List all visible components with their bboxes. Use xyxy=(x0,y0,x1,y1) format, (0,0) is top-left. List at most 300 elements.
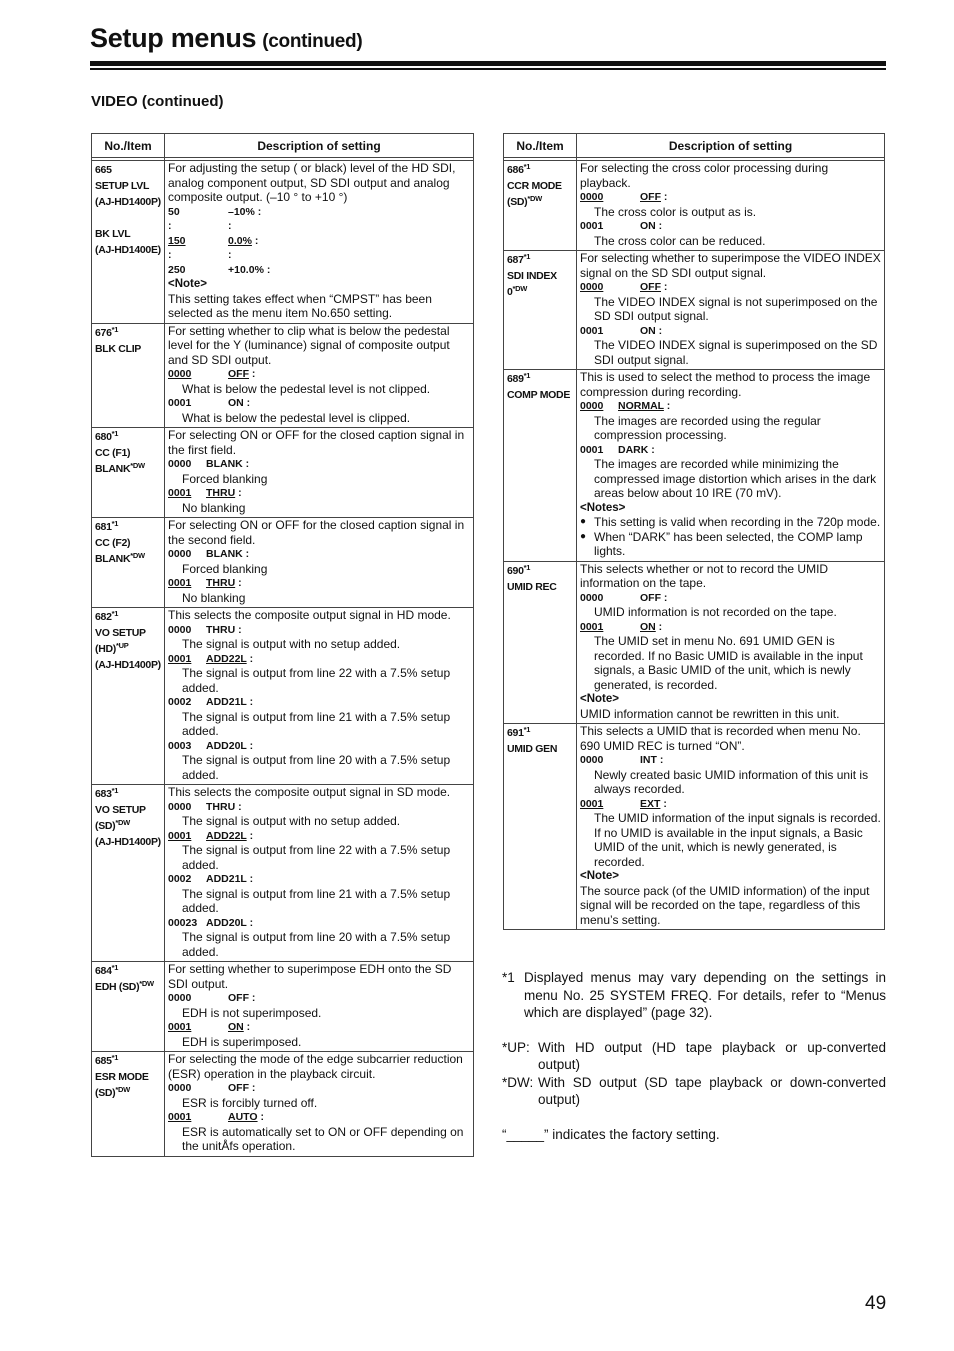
setting-value: EXT xyxy=(640,797,661,810)
setting-value-line xyxy=(168,457,470,472)
colon: : xyxy=(235,800,242,813)
setting-explanation: ESR is forcibly turned off. xyxy=(182,1095,318,1110)
setting-value-line xyxy=(168,1020,470,1035)
item-line-text: BLANK xyxy=(95,463,131,475)
colon: : xyxy=(263,263,271,276)
item-line xyxy=(507,268,574,284)
setting-value: DARK xyxy=(618,443,649,456)
setting-description xyxy=(577,161,884,250)
setting-explanation: The signal is output from line 22 with a 7.5% setup added. xyxy=(182,666,451,695)
item-cell xyxy=(504,724,577,930)
item-line-text: EDH (SD) xyxy=(95,981,140,993)
setting-value-line xyxy=(580,443,881,458)
item-line xyxy=(507,252,574,268)
item-line-text: 682 xyxy=(95,611,112,623)
item-line xyxy=(95,535,162,551)
page-header xyxy=(90,22,886,58)
item-line-superscript: *DW xyxy=(527,194,542,203)
item-line xyxy=(95,445,162,461)
colon: : xyxy=(655,324,663,337)
setting-explanation: Forced blanking xyxy=(182,561,268,576)
menu-item-id xyxy=(92,518,164,567)
item-line xyxy=(95,786,162,802)
colon: : xyxy=(661,191,668,203)
setting-code: 0001 xyxy=(168,1021,192,1033)
setting-description xyxy=(165,518,473,607)
item-cell xyxy=(92,323,165,428)
setting-code: 0000 xyxy=(580,191,604,203)
setting-code: 0000 xyxy=(168,548,192,560)
description-cell xyxy=(165,962,474,1052)
setting-value: OFF xyxy=(228,1082,249,1094)
table-row xyxy=(92,518,474,608)
item-line-text: 676 xyxy=(95,326,112,339)
setting-value-line xyxy=(580,324,881,339)
menu-item-id xyxy=(92,161,164,258)
setting-value: INT xyxy=(640,754,657,766)
settings-table-right xyxy=(503,133,885,930)
item-line-text: BLANK xyxy=(95,553,131,565)
note-heading: <Note> xyxy=(168,278,207,290)
description-cell xyxy=(165,161,474,324)
setting-value-line xyxy=(168,800,470,815)
table-row xyxy=(92,428,474,518)
colon: : xyxy=(656,754,664,766)
item-line-text: CC (F1) xyxy=(95,447,131,459)
setting-explanation: EDH is superimposed. xyxy=(182,1034,302,1049)
footnote-tag: *DW: xyxy=(502,1074,534,1090)
item-line xyxy=(95,325,162,341)
footnote-1 xyxy=(502,969,886,1022)
setting-code: 0000 xyxy=(580,754,604,766)
setting-value-line xyxy=(168,1110,470,1125)
setting-value-line xyxy=(580,190,881,205)
description-text: For setting whether to clip what is below the pedestal level for the Y (luminance) signal of composite output and SD SDI output. xyxy=(168,323,450,367)
setting-explanation: The cross color can be reduced. xyxy=(594,233,766,248)
description-text: This selects a UMID that is recorded when menu No. 690 UMID REC is turned “ON”. xyxy=(580,724,861,753)
setting-explanation: The images are recorded using the regular compression processing. xyxy=(594,413,821,442)
table-row xyxy=(92,1052,474,1157)
setting-value: ON xyxy=(640,324,656,337)
item-line-superscript: *1 xyxy=(111,963,119,972)
setting-code: 250 xyxy=(168,263,186,276)
note-heading: <Note> xyxy=(580,870,619,882)
colon: : xyxy=(243,397,251,409)
setting-value-line xyxy=(168,1081,470,1096)
description-text: This selects whether or not to record the UMID information on the tape. xyxy=(580,561,829,590)
setting-value-line xyxy=(580,797,881,812)
setting-code: 0001 xyxy=(168,652,192,665)
setting-code: 0000 xyxy=(168,458,192,470)
setting-value: AUTO xyxy=(228,1111,258,1123)
item-line-superscript: *1 xyxy=(523,562,531,572)
setting-value: ADD21L xyxy=(206,696,247,708)
colon: : xyxy=(249,368,256,380)
settings-rows-left xyxy=(92,158,474,1157)
menu-item-id xyxy=(504,562,576,595)
item-line xyxy=(95,609,162,625)
menu-item-id xyxy=(504,370,576,403)
item-line-text: (AJ-HD1400E) xyxy=(95,244,161,256)
setting-explanation: The signal is output from line 21 with a 7.5% setup added. xyxy=(182,886,451,915)
note-bullet: ● When “DARK” has been selected, the COMP lamp lights. xyxy=(580,530,881,559)
note-heading: <Notes> xyxy=(580,501,626,514)
setting-explanation: The signal is output from line 22 with a 7.5% setup added. xyxy=(182,843,451,872)
setting-value: ON xyxy=(228,1021,244,1033)
footnotes xyxy=(502,969,886,1143)
setting-value-line xyxy=(168,205,470,220)
item-line xyxy=(95,625,162,641)
item-line-superscript: *1 xyxy=(111,786,119,795)
item-line-superscript: *DW xyxy=(115,1085,130,1094)
item-line xyxy=(507,178,574,194)
item-line xyxy=(95,226,162,242)
setting-explanation: The signal is output from line 20 with a 7.5% setup added. xyxy=(182,930,451,959)
item-line-text: VO SETUP xyxy=(95,804,146,816)
colon: : xyxy=(246,873,254,885)
setting-code: : xyxy=(168,249,172,261)
setting-value: OFF xyxy=(228,992,249,1004)
colon: : xyxy=(246,696,254,708)
item-line-text: (AJ-HD1400P) xyxy=(95,196,161,208)
item-line-text: 681 xyxy=(95,521,112,533)
colon: : xyxy=(655,220,663,232)
setting-explanation: The UMID set in menu No. 691 UMID GEN is recorded. If no Basic UMID is available in the input signals, a Basic UMID of the unit, which is newly generated, is recorded. xyxy=(594,634,863,692)
description-cell xyxy=(165,518,474,608)
setting-value-line xyxy=(168,219,470,234)
item-line xyxy=(95,963,162,979)
setting-code: : xyxy=(168,220,172,232)
item-cell xyxy=(92,608,165,785)
item-line-superscript: *1 xyxy=(111,609,119,618)
setting-value: THRU xyxy=(206,623,236,636)
item-line-text: UMID GEN xyxy=(507,743,558,755)
setting-explanation: What is below the pedestal level is clipped. xyxy=(182,410,411,425)
item-line xyxy=(95,162,162,178)
item-line-text: 690 xyxy=(507,564,524,577)
page-title: Setup menus (continued) xyxy=(90,23,363,53)
setting-code: 00023 xyxy=(168,916,198,929)
setting-code: 0000 xyxy=(580,400,604,412)
setting-value: 0.0% xyxy=(228,234,252,247)
description-text: For adjusting the setup ( or black) level of the HD SDI, analog component output, SD SDI output and analog composite output. (–10 ° to +10 °) xyxy=(168,161,456,204)
setting-value: THRU xyxy=(206,577,236,589)
setting-value: OFF xyxy=(640,591,661,604)
description-text: For setting whether to superimpose EDH onto the SD SDI output. xyxy=(168,962,452,991)
setting-value: ADD20L xyxy=(206,916,247,929)
setting-code: 0001 xyxy=(580,324,604,337)
colon: : xyxy=(246,916,254,929)
item-line-text: BK LVL xyxy=(95,228,131,240)
colon: : xyxy=(254,205,262,218)
item-line-text: UMID REC xyxy=(507,580,557,593)
item-line-text: SDI INDEX xyxy=(507,270,557,282)
menu-item-id xyxy=(92,1052,164,1101)
setting-description xyxy=(165,1052,473,1156)
table-row xyxy=(504,251,885,370)
item-line xyxy=(95,519,162,535)
item-line-text: (AJ-HD1400P) xyxy=(95,659,161,671)
table-row xyxy=(92,608,474,785)
item-cell xyxy=(92,518,165,608)
description-cell xyxy=(165,608,474,785)
item-line xyxy=(95,341,162,357)
item-cell xyxy=(504,370,577,562)
setting-code: 0000 xyxy=(168,800,192,813)
item-cell xyxy=(92,785,165,962)
setting-value: THRU xyxy=(206,487,236,499)
item-line-superscript: *1 xyxy=(523,725,531,734)
colon: : xyxy=(242,548,250,560)
item-line xyxy=(95,641,162,657)
setting-code: 0000 xyxy=(168,1082,192,1094)
item-line-text: (HD) xyxy=(95,643,116,655)
setting-explanation: The signal is output with no setup added. xyxy=(182,637,401,651)
setting-code: 0000 xyxy=(580,281,604,293)
colon: : xyxy=(661,591,668,604)
setting-value: +10.0% xyxy=(228,263,264,276)
item-line xyxy=(95,551,162,567)
item-line-superscript: *DW xyxy=(130,461,145,470)
setting-value-line xyxy=(168,829,470,844)
column-header-description: Description of setting xyxy=(577,134,885,158)
colon: : xyxy=(663,400,671,412)
footnote-up xyxy=(502,1039,886,1074)
setting-value: OFF xyxy=(640,191,661,203)
menu-item-id xyxy=(92,962,164,995)
colon: : xyxy=(235,487,242,499)
setting-description xyxy=(577,724,884,929)
setting-description xyxy=(577,562,884,724)
column-header-description: Description of setting xyxy=(165,134,474,158)
setting-code: 50 xyxy=(168,205,180,218)
description-cell xyxy=(577,370,885,562)
menu-item-id xyxy=(92,608,164,673)
note-bullet: ● This setting is valid when recording in the 720p mode. xyxy=(580,515,881,530)
column-header-item: No./Item xyxy=(92,134,165,158)
item-line xyxy=(95,657,162,673)
setting-value: ADD21L xyxy=(206,873,247,885)
setting-explanation: The UMID information of the input signals is recorded. If no UMID is available in the input signals, a Basic UMID of the unit, which is newly generated, is recorded. xyxy=(594,811,881,869)
item-line-text: 687 xyxy=(507,254,524,266)
item-cell xyxy=(92,1052,165,1157)
description-cell xyxy=(165,323,474,428)
spacer xyxy=(95,210,162,226)
setting-value-line xyxy=(168,248,470,263)
setting-value-line xyxy=(580,399,881,414)
description-text: This selects the composite output signal in SD mode. xyxy=(168,785,451,799)
description-cell xyxy=(165,1052,474,1157)
setting-value: ON xyxy=(640,620,656,633)
description-cell xyxy=(577,561,885,724)
factory-setting-note: “_____” indicates the factory setting. xyxy=(502,1126,720,1142)
setting-explanation: ESR is automatically set to ON or OFF depending on the unitÅfs operation. xyxy=(182,1124,464,1153)
table-row xyxy=(92,323,474,428)
header-rule-thin xyxy=(90,68,886,70)
table-row xyxy=(92,785,474,962)
setting-code: 150 xyxy=(168,234,186,247)
item-cell xyxy=(504,161,577,251)
colon: : xyxy=(246,652,254,665)
item-line-text: (AJ-HD1400P) xyxy=(95,836,161,848)
item-line-text: 0 xyxy=(507,286,513,298)
setting-explanation: No blanking xyxy=(182,500,246,515)
setting-value: : xyxy=(228,220,232,232)
footnote-text: With SD output (SD tape playback or down-converted output) xyxy=(538,1074,886,1107)
setting-value-line xyxy=(168,234,470,249)
settings-rows-right xyxy=(504,158,885,930)
table-row xyxy=(504,724,885,930)
table-row xyxy=(92,962,474,1052)
description-text: This setting takes effect when “CMPST” has been selected as the menu item No.650 setting. xyxy=(168,291,432,320)
item-line xyxy=(507,579,574,595)
item-line-text: 689 xyxy=(507,373,524,385)
setting-description xyxy=(577,251,884,369)
setting-value-line xyxy=(580,753,881,768)
item-line xyxy=(507,741,574,757)
setting-value-line xyxy=(168,652,470,667)
footnote-tag: *UP: xyxy=(502,1039,530,1055)
item-line-superscript: *DW xyxy=(512,284,528,293)
item-line-text: (SD) xyxy=(507,196,528,208)
item-line xyxy=(507,387,574,403)
setting-value-line xyxy=(168,623,470,638)
colon: : xyxy=(648,443,655,456)
item-line xyxy=(95,1069,162,1085)
page-number: 49 xyxy=(865,1293,887,1314)
setting-description xyxy=(165,785,473,961)
item-line-superscript: *DW xyxy=(130,551,145,560)
menu-item-id xyxy=(92,785,164,850)
description-cell xyxy=(165,785,474,962)
item-cell xyxy=(92,428,165,518)
setting-code: 0001 xyxy=(168,397,192,409)
setting-description xyxy=(577,370,884,561)
setting-value: OFF xyxy=(228,368,249,380)
item-line xyxy=(507,371,574,387)
description-cell xyxy=(577,724,885,930)
setting-explanation: No blanking xyxy=(182,590,246,605)
item-line xyxy=(507,563,574,579)
colon: : xyxy=(246,829,254,842)
section-title: VIDEO (continued) xyxy=(91,93,224,110)
menu-item-id xyxy=(92,324,164,357)
item-line xyxy=(507,194,574,210)
table-row xyxy=(504,561,885,724)
colon: : xyxy=(655,620,663,633)
setting-value: ADD22L xyxy=(206,652,247,665)
item-cell xyxy=(504,251,577,370)
item-line xyxy=(95,802,162,818)
item-line-superscript: *DW xyxy=(139,979,154,988)
footnote-text: Displayed menus may vary depending on the settings in menu No. 25 SYSTEM FREQ. For details, refer to “Menus which are displayed” (page 32). xyxy=(524,970,886,1020)
description-cell xyxy=(577,251,885,370)
item-line-text: 691 xyxy=(507,727,524,739)
item-line xyxy=(95,834,162,850)
item-line-superscript: *1 xyxy=(523,162,531,171)
setting-description xyxy=(165,962,473,1051)
menu-item-id xyxy=(504,161,576,210)
item-line-superscript: *1 xyxy=(111,324,119,334)
item-line xyxy=(95,979,162,995)
colon: : xyxy=(251,234,259,247)
setting-value-line xyxy=(580,620,881,635)
description-text: For selecting ON or OFF for the closed caption signal in the second field. xyxy=(168,518,465,547)
note-heading: <Note> xyxy=(580,693,619,705)
colon: : xyxy=(661,281,668,293)
item-line-superscript: *DW xyxy=(115,818,130,827)
item-line xyxy=(95,461,162,477)
item-line xyxy=(507,725,574,741)
setting-value: BLANK xyxy=(206,548,243,560)
table-row xyxy=(504,161,885,251)
setting-code: 0003 xyxy=(168,739,192,752)
setting-value: NORMAL xyxy=(618,400,664,412)
description-cell xyxy=(577,161,885,251)
setting-code: 0000 xyxy=(580,591,604,604)
setting-code: 0001 xyxy=(168,829,192,842)
item-line xyxy=(95,194,162,210)
setting-code: 0000 xyxy=(168,623,192,636)
colon: : xyxy=(257,1111,264,1123)
setting-value: ADD22L xyxy=(206,829,247,842)
setting-explanation: Forced blanking xyxy=(182,471,268,486)
setting-value-line xyxy=(580,591,881,606)
setting-description xyxy=(165,324,473,428)
item-line xyxy=(95,178,162,194)
setting-value-line xyxy=(168,547,470,562)
setting-explanation: The signal is output from line 21 with a 7.5% setup added. xyxy=(182,709,451,738)
setting-value-line xyxy=(168,872,470,887)
setting-value: THRU xyxy=(206,800,236,813)
setting-value: BLANK xyxy=(206,458,243,470)
colon: : xyxy=(235,623,242,636)
item-line-superscript: *1 xyxy=(111,1053,119,1062)
item-line xyxy=(95,1053,162,1069)
item-line-text: 683 xyxy=(95,788,112,800)
item-line-superscript: *1 xyxy=(111,429,119,438)
header-rule-thick xyxy=(90,61,886,66)
item-line xyxy=(507,284,574,300)
setting-code: 0000 xyxy=(168,368,192,380)
settings-table-left xyxy=(91,133,474,1157)
item-line-text: 665 xyxy=(95,164,112,176)
item-line-text: (SD) xyxy=(95,1087,116,1099)
setting-value-line xyxy=(168,486,470,501)
table-row xyxy=(92,161,474,324)
item-line xyxy=(95,429,162,445)
description-text: For selecting ON or OFF for the closed caption signal in the first field. xyxy=(168,428,465,457)
item-line-text: ESR MODE xyxy=(95,1071,149,1083)
setting-code: 0000 xyxy=(168,992,192,1004)
item-line-text: (SD) xyxy=(95,820,116,832)
setting-explanation: The signal is output with no setup added. xyxy=(182,814,401,828)
setting-value-line xyxy=(168,576,470,591)
setting-value: ON xyxy=(640,220,656,232)
item-line xyxy=(95,1085,162,1101)
colon: : xyxy=(249,992,256,1004)
item-line-text: COMP MODE xyxy=(507,389,571,401)
footnote-tag: *1 xyxy=(502,970,515,985)
description-cell xyxy=(165,428,474,518)
item-cell xyxy=(92,161,165,324)
description-text: For selecting whether to superimpose the VIDEO INDEX signal on the SD SDI output signal. xyxy=(580,251,881,280)
setting-code: 0002 xyxy=(168,696,192,708)
setting-code: 0001 xyxy=(168,487,192,499)
setting-code: 0001 xyxy=(580,443,604,456)
setting-value-line xyxy=(580,280,881,295)
setting-value: ADD20L xyxy=(206,739,247,752)
